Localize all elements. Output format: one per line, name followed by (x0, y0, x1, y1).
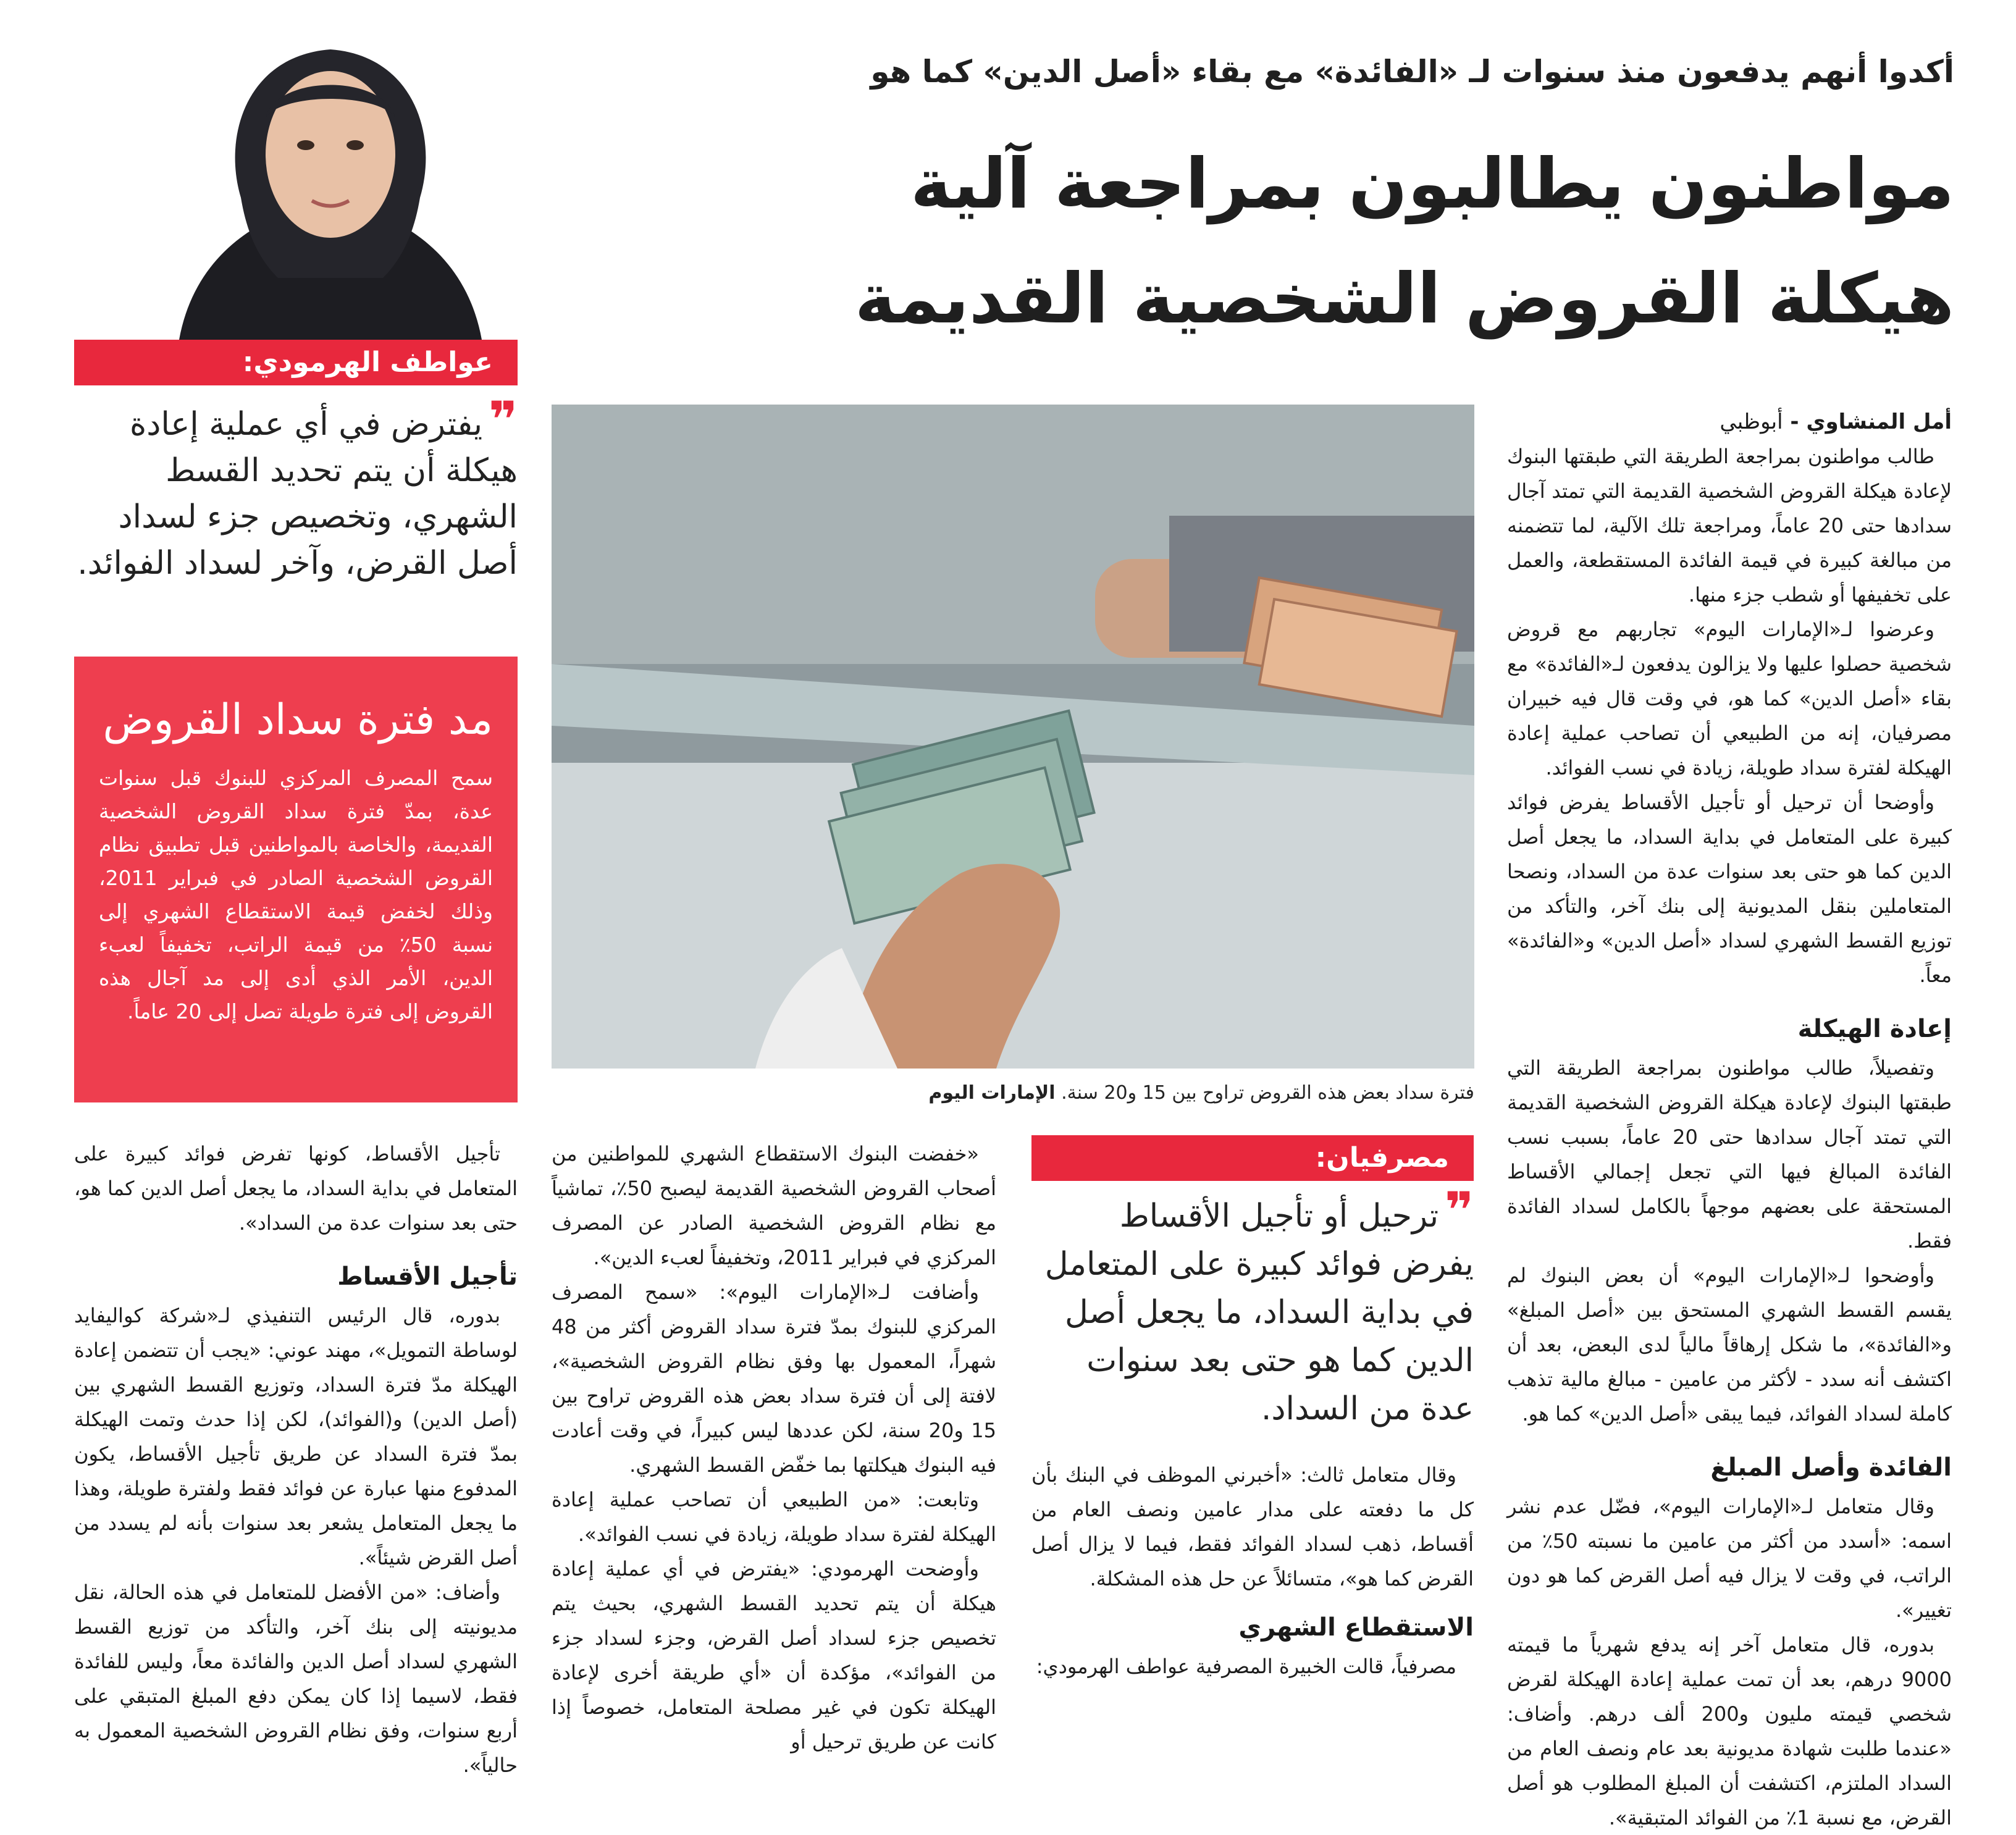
subheading: تأجيل الأقساط (337, 1262, 518, 1291)
sidebar-box-title: مد فترة سداد القروض (103, 695, 493, 744)
col1-paragraph: وتفصيلاً، طالب مواطنون بمراجعة الطريقة التي طبقتها البنوك لإعادة هيكلة القروض الشخصية القديمة التي تمتد آجال سدادها حتى 20 عاماً، بسبب نسب الفائدة المبالغ فيها التي تجعل إجمالي الأقساط المستحقة على بعضهم موجهاً بالكامل لسداد الفائدة فقط. (1507, 1056, 1952, 1253)
col2-paragraph: وقال متعامل ثالث: «أخبرني الموظف في البنك بأن كل ما دفعته على مدار عامين ونصف العام من أقساط، ذهب لسداد الفوائد فقط، فيما لا يزال أصل القرض كما هو»، متسائلاً عن حل هذه المشكلة. (1031, 1463, 1474, 1590)
photo-credit: الإمارات اليوم (928, 1082, 1056, 1104)
col1-paragraph: وأوضحوا لـ«الإمارات اليوم» أن بعض البنوك لم يقسم القسط الشهري المستحق بين «أصل المبلغ» و«الفائدة»، ما شكل إرهاقاً مالياً لدى البعض، بعد أن اكتشف أنه سدد - لأكثر من عامين - مبالغ مالية تذهب كاملة لسداد الفوائد، فيما يبقى «أصل الدين» كما هو. (1507, 1264, 1952, 1426)
banker-quote-text: ترحيل أو تأجيل الأقساط يفرض فوائد كبيرة على المتعامل في بداية السداد، ما يجعل أصل الدين كما هو حتى بعد سنوات عدة من السداد. (1044, 1198, 1474, 1427)
photo-caption-text: فترة سداد بعض هذه القروض تراوح بين 15 و20 سنة. (1061, 1082, 1474, 1104)
col1-paragraph: وقال متعامل لـ«الإمارات اليوم»، فضّل عدم نشر اسمه: «أسدد من أكثر من عامين ما نسبته 50٪ من الراتب، في وقت لا يزال فيه أصل القرض كما هو دون تغيير». (1507, 1495, 1952, 1622)
expert-pull-quote (74, 391, 518, 587)
photo-caption (552, 1078, 1474, 1109)
banker-name-bar: مصرفيان: (1031, 1135, 1474, 1181)
expert-name-bar: عواطف الهرمودي: (74, 340, 518, 385)
quote-mark-icon: ❞ (489, 391, 518, 448)
subheading: الفائدة وأصل المبلغ (1710, 1453, 1952, 1482)
headline-line-2: هيكلة القروض الشخصية القديمة (854, 259, 1954, 339)
headline-line-1: مواطنون يطالبون بمراجعة آلية (910, 144, 1954, 224)
byline-place: أبوظبي (1720, 409, 1783, 434)
col4-paragraph: بدوره، قال الرئيس التنفيذي لـ«شركة كواليفايد لوساطة التمويل»، مهند عوني: «يجب أن تتضمن إعادة الهيكلة مدّ فترة السداد، وتوزيع القسط الشهري بين (أصل الدين) و(الفوائد)، لكن إذا حدث وتمت الهيكلة بمدّ فترة السداد عن طريق تأجيل الأقساط، يكون المدفوع منها عبارة عن فوائد فقط ولفترة طويلة، وهذا ما يجعل المتعامل يشعر بعد سنوات بأنه لم يسدد من أصل القرض شيئاً». (74, 1304, 518, 1569)
headline-kicker: أكدوا أنهم يدفعون منذ سنوات لـ «الفائدة» مع بقاء «أصل الدين» كما هو (870, 54, 1954, 90)
expert-quote-text: يفترض في أي عملية إعادة هيكلة أن يتم تحديد القسط الشهري، وتخصيص جزء لسداد أصل القرض، وآخر لسداد الفوائد. (77, 406, 518, 582)
col1-paragraph: وعرضوا لـ«الإمارات اليوم» تجاربهم مع قروض شخصية حصلوا عليها ولا يزالون يدفعون لـ«الفائدة» مع بقاء «أصل الدين» كما هو، في وقت قال فيه خبيران مصرفيان، إنه من الطبيعي أن تصاحب عملية إعادة الهيكلة لفترة سداد طويلة، زيادة في نسب الفوائد. (1507, 618, 1952, 779)
subheading: إعادة الهيكلة (1797, 1015, 1952, 1043)
article-column-4 (74, 1136, 518, 1783)
sidebar-box-body: سمح المصرف المركزي للبنوك قبل سنوات عدة، بمدّ فترة سداد القروض الشخصية القديمة، والخاصة بالمواطنين قبل تطبيق نظام القروض الشخصية الصادر في فبراير 2011، وذلك لخفض قيمة الاستقطاع الشهري إلى نسبة 50٪ من قيمة الراتب، تخفيفاً لعبء الدين، الأمر الذي أدى إلى مد آجال هذه القروض إلى فترة طويلة تصل إلى 20 عاماً. (99, 766, 494, 1023)
col1-paragraph: بدوره، قال متعامل آخر إنه يدفع شهرياً ما قيمته 9000 درهم، بعد أن تمت عملية إعادة الهيكلة لقرض شخصي قيمته مليون و200 ألف درهم. وأضاف: «عندما طلبت شهادة مديونية بعد عام ونصف العام من السداد الملتزم، اكتشفت أن المبلغ المطلوب هو أصل القرض، مع نسبة 1٪ من الفوائد المتبقية». (1507, 1633, 1952, 1829)
article-photo (552, 405, 1474, 1069)
article-column-3 (552, 1136, 996, 1759)
col1-paragraph: وأوضحا أن ترحيل أو تأجيل الأقساط يفرض فوائد كبيرة على المتعامل في بداية السداد، ما يجعل أصل الدين كما هو حتى بعد سنوات عدة من السداد، ونصحا المتعاملين بنقل المديونية إلى بنك آخر، والتأكد من توزيع القسط الشهري لسداد «أصل الدين» و«الفائدة» معاً. (1507, 791, 1952, 987)
quote-mark-icon: ❞ (1445, 1182, 1474, 1239)
col2-paragraph: مصرفياً، قالت الخبيرة المصرفية عواطف الهرمودي: (1036, 1655, 1456, 1678)
expert-portrait (154, 12, 506, 340)
subheading: الاستقطاع الشهري (1238, 1613, 1474, 1642)
article-column-1 (1507, 405, 1952, 1835)
article-column-2 (1031, 1458, 1474, 1684)
headline (583, 127, 1954, 356)
col4-paragraph: وأضاف: «من الأفضل للمتعامل في هذه الحالة، نقل مديونيته إلى بنك آخر، والتأكد من توزيع القسط الشهري لسداد أصل الدين والفائدة معاً، وليس للفائدة فقط، لاسيما إذا كان يمكن دفع المبلغ المتبقي على أربع سنوات، وفق نظام القروض الشخصية المعمول به حالياً». (74, 1581, 518, 1777)
col1-paragraph: طالب مواطنون بمراجعة الطريقة التي طبقتها البنوك لإعادة هيكلة القروض الشخصية القديمة التي تمتد آجال سدادها حتى 20 عاماً، ومراجعة تلك الآلية، لما تتضمنه من مبالغة كبيرة في قيمة الفائدة المستقطعة، والعمل على تخفيفها أو شطب جزء منها. (1507, 445, 1952, 607)
col3-paragraph: وتابعت: «من الطبيعي أن تصاحب عملية إعادة الهيكلة لفترة سداد طويلة، زيادة في نسب الفوائد». (552, 1488, 996, 1546)
col3-paragraph: «خفضت البنوك الاستقطاع الشهري للمواطنين من أصحاب القروض الشخصية القديمة ليصبح 50٪، تماشياً مع نظام القروض الشخصية الصادر عن المصرف المركزي في فبراير 2011، وتخفيفاً لعبء الدين». (552, 1142, 997, 1269)
sidebar-box (74, 657, 518, 1102)
col4-paragraph: تأجيل الأقساط، كونها تفرض فوائد كبيرة على المتعامل في بداية السداد، ما يجعل أصل الدين كما هو، حتى بعد سنوات عدة من السداد». (74, 1142, 518, 1235)
col3-paragraph: وأوضحت الهرمودي: «يفترض في أي عملية إعادة هيكلة أن يتم تحديد القسط الشهري، بحيث يتم تخصيص جزء لسداد أصل القرض، وجزء لسداد جزء من الفوائد»، مؤكدة أن «أي طريقة أخرى لإعادة الهيكلة تكون في غير مصلحة المتعامل، خصوصاً إذا كانت عن طريق ترحيل أو (552, 1557, 996, 1753)
banker-pull-quote (1031, 1182, 1474, 1433)
byline-author: أمل المنشاوي - (1790, 409, 1952, 434)
byline (1507, 405, 1952, 439)
col3-paragraph: وأضافت لـ«الإمارات اليوم»: «سمح المصرف المركزي للبنوك بمدّ فترة سداد القروض أكثر من 48 شهراً، المعمول بها وفق نظام القروض الشخصية»، لافتة إلى أن فترة سداد بعض هذه القروض تراوح بين 15 و20 سنة، لكن عددها ليس كبيراً، في وقت أعادت فيه البنوك هيكلتها بما خفّض القسط الشهري. (552, 1280, 997, 1477)
